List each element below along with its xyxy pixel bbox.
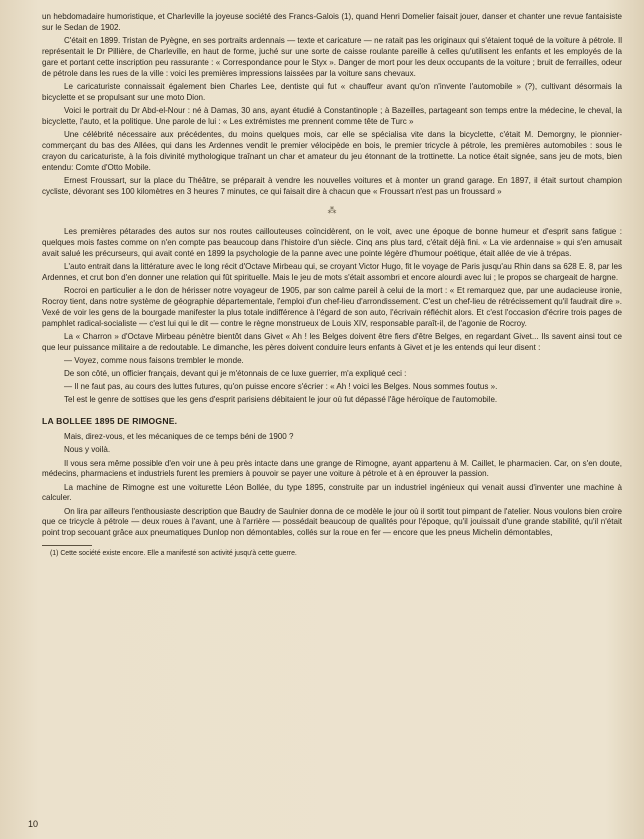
paragraph: Une célébrité nécessaire aux précédentes, du moins quelques mois, car elle se spécialisa vite dans la bicyclette, c'était M. Demorgny, le pionnier-commerçant du bas des Allées, qui dans les Ardennes vendit le premier vélocipède en bois, le premier tricycle à pétrole, les premières automobiles : sous le crayon du caricaturiste, à la fois divinité mythologique traînant un char et amateur du jeu étonnant de la trottinette. La notice était signée, sans jeu de mots, bien entendu: Comte d'Otto Mobile. [42, 129, 622, 172]
footnote-divider [42, 545, 92, 546]
section-heading: LA BOLLEE 1895 DE RIMOGNE. [42, 416, 178, 427]
paragraph: Il vous sera même possible d'en voir une à peu près intacte dans une grange de Rimogne, ayant appartenu à M. Caillet, le pharmacien. Car, on s'en doute, médecins, pharmaciens et industriels furent les premiers à pouvoir se payer une voiture à pétrole et à en éprouver la passion. [42, 458, 622, 479]
paragraph: un hebdomadaire humoristique, et Charleville la joyeuse société des Francs-Galois (1), quand Henri Domelier faisait jouer, danser et chanter une revue fantaisiste sur le Sedan de 1902. [42, 12, 622, 32]
article-body-part1 [42, 12, 622, 197]
paragraph: Tel est le genre de sottises que les gens d'esprit parisiens débitaient le jour où fut dépassé l'âge héroïque de l'automobile. [64, 395, 498, 405]
paragraph: Nous y voilà. [64, 445, 111, 455]
paragraph: De son côté, un officier français, devant qui je m'étonnais de ce luxe guerrier, m'a expliqué ceci : [64, 369, 407, 379]
paragraph: L'auto entrait dans la littérature avec le long récit d'Octave Mirbeau qui, se croyant Victor Hugo, fit le voyage de Paris jusqu'au Rhin dans sa 628 E. 8, par les Ardennes, et crut bon d'en donner une relation qui fût spirituelle. Mais le jeu de mots s'était assombri et encore alourdi avec lui ; le propos se chargeait de hargne. [42, 262, 622, 283]
page-number: 10 [28, 819, 39, 829]
paragraph: Les premières pétarades des autos sur nos routes caillouteuses coïncidèrent, on le voit, avec une époque de bonne humeur et d'esprit sans fatigue : quelques mois fastes comme on n'en compte pas beaucoup dans l'histoire d'un siècle. Cinq ans plus tard, c'était déjà fini. « La vie ardennaise » qui s'en amusait avait salué les précurseurs, qui avait conté en 1899 la psychologie de la panne avec une pointe légère d'humour poétique, était allée de vie à trépas. [42, 227, 622, 259]
article-body-part3 [42, 432, 622, 539]
paragraph: — Voyez, comme nous faisons trembler le monde. [64, 356, 244, 366]
paragraph: La machine de Rimogne est une voiturette Léon Bollée, du type 1895, construite par un industriel ingénieux qui venait aussi d'inventer une machine à calculer. [42, 482, 622, 503]
paragraph: La « Charron » d'Octave Mirbeau pénètre bientôt dans Givet « Ah ! les Belges doivent être fiers d'être Belges, en regardant Givet... Ils savent ainsi tout ce que leur puissance militaire a de redoutable. Le dimanche, les pères doivent conduire leurs enfants à Givet et je les entends qui leur disent : [42, 332, 622, 353]
section-separator-asterism: ⁂ [327, 205, 337, 216]
paragraph: Ernest Froussart, sur la place du Théâtre, se préparait à vendre les nouvelles voitures et à monter un grand garage. En 1897, il était surtout champion cycliste, dévorant ses 100 kilomètres en 3 heures 7 minutes, ce qui faisait dire à chacun que « Froussart n'est pas un froussard » [42, 175, 622, 196]
article-body-part2 [42, 227, 622, 406]
paragraph: C'était en 1899. Tristan de Pyègne, en ses portraits ardennais — texte et caricature — ne ratait pas les originaux qui s'étaient toqué de la voiture à pétrole. Il représentait le Dr Pillière, de Charleville, en haut de forme, juché sur une sorte de caisse roulante pareille à celles qu'utilisent les enfants et les employés de la gare et portant cette inscription peu rassurante : « Correspondance pour le Styx ». Danger de mort pour les deux occupants de la voiture ; bruit de ferrailles, odeur de pétrole dans les rues de la ville : voici les premières impressions laissées par la voiture sans chevaux. [42, 36, 622, 78]
paragraph: Le caricaturiste connaissait également bien Charles Lee, dentiste qui fut « chauffeur avant qu'on n'invente l'automobile » (?), cultivant désormais la bicyclette et se propulsant sur une moto Dion. [42, 81, 622, 102]
paragraph: Mais, direz-vous, et les mécaniques de ce temps béni de 1900 ? [64, 432, 294, 442]
paragraph: Voici le portrait du Dr Abd-el-Nour : né à Damas, 30 ans, ayant étudié à Constantinople ; à Bazeilles, partageant son temps entre la médecine, le cheval, la bicyclette, l'auto, et la politique. Une parole de lui : « Les extrémistes me prennent comme tête de Turc » [42, 105, 622, 126]
paragraph: Rocroi en particulier a le don de hérisser notre voyageur de 1905, par son calme pareil à celui de la mort : « Et remarquez que, par une audacieuse ironie, Rocroy tient, dans notre système de géographie départementale, l'emploi d'un chef-lieu d'arrondissement. C'est un chef-lieu de rétrécissement qu'il faudrait dire ». Vexé de voir les gens de la bourgade manifester la plus totale indifférence à l'égard de son auto, l'écrivain réfléchit alors. Et c'est l'occasion d'écrire trois pages de pamphlet radical-socialiste — c'est lui qui le dit — contre le règne monstrueux de Louis XIV, responsable paraît-il, de l'agonie de Rocroy. [42, 286, 622, 329]
footnote: (1) Cette société existe encore. Elle a manifesté son activité jusqu'à cette guerre. [50, 550, 297, 558]
paragraph: — Il ne faut pas, au cours des luttes futures, qu'on puisse encore s'écrier : « Ah ! voici les Belges. Nous sommes foutus ». [64, 382, 498, 392]
paragraph: On lira par ailleurs l'enthousiaste description que Baudry de Saulnier donna de ce modèle le jour où il sortit tout pimpant de l'atelier. Nous voulons bien croire que ce tricycle à pétrole — deux roues à l'avant, une à l'arrière — possédait beaucoup de qualités pour l'époque, qu'il jouissait d'une grande stabilité, qu'il n'était point trop secouant grâce aux pneumatiques Dunlop non démontables, collés sur la roue en fer — encore que les pneus Michelin démontables, [42, 506, 622, 538]
